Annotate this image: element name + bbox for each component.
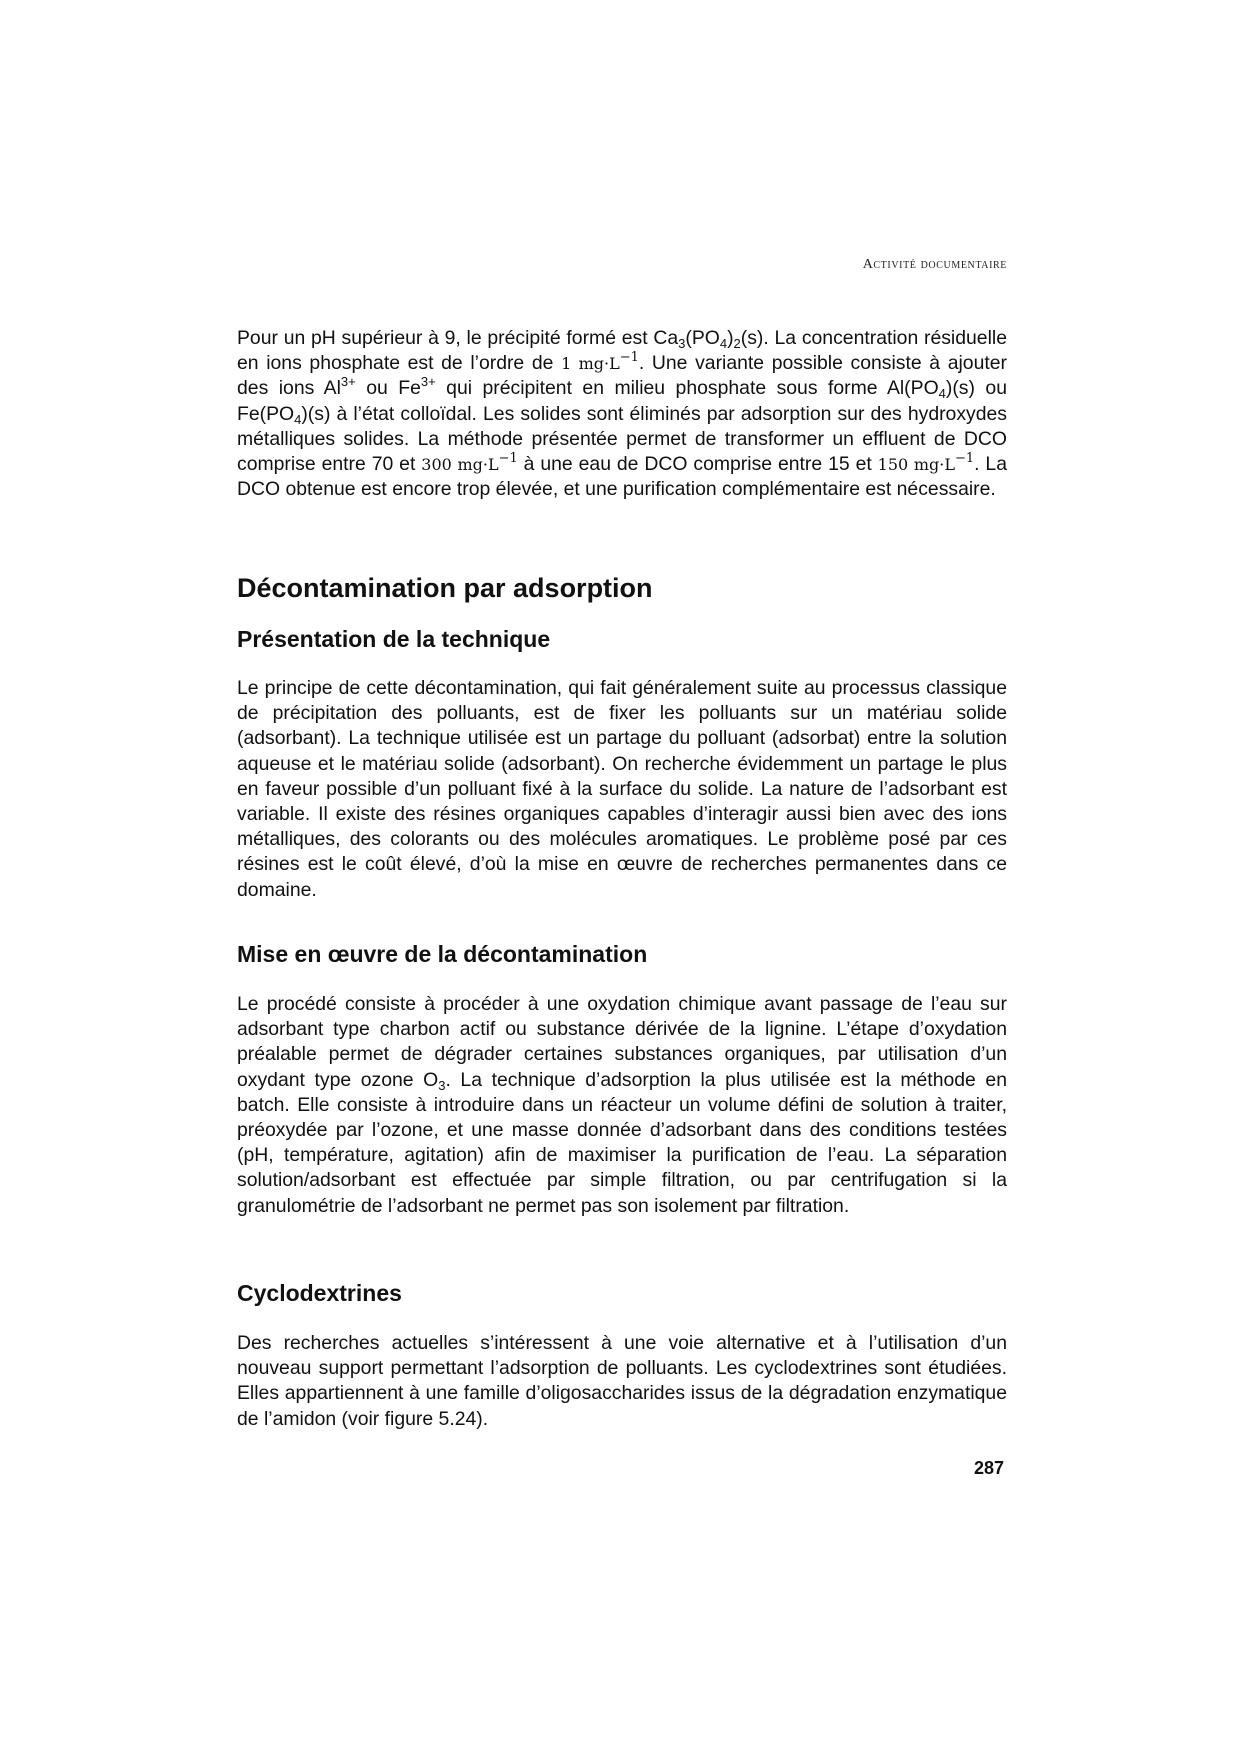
paragraph-text: Pour un pH supérieur à 9, le précipité formé est $Ca_3(PO_4)_2(s)$. La concentration résiduelle en ions phosphate est de l’ordre de 1 $mg\cdot L^{-1}$. Une variante possible consiste à ajouter des ions $Al^{3+}$ ou $Fe^{3+}$ qui précipitent en milieu phosphate sous forme $Al(PO_4)(s)$ ou $Fe(PO_4)(s)$ à l’état colloïdal. Les solides sont éliminés par adsorption sur des hydroxydes métalliques solides. La méthode présentée permet de transformer un effluent de DCO comprise entre 70 et 300 $mg\cdot L^{-1}$ à une eau de DCO comprise entre 15 et 150 $mg\cdot L^{-1}$. La DCO obtenue est encore trop élevée, et une purification complémentaire est nécessaire. [237, 327, 1007, 501]
paragraph-presentation [237, 676, 1007, 903]
subsection-title-cyclodextrines: Cyclodextrines [237, 1280, 402, 1306]
paragraph-text: Le principe de cette décontamination, qui fait généralement suite au processus classique de précipitation des polluants, est de fixer les polluants sur un matériau solide (adsorbant). La technique utilisée est un partage du polluant (adsorbat) entre la solution aqueuse et le matériau solide (adsorbant). On recherche évidemment un partage le plus en faveur possible d’un polluant fixé à la surface du solide. La nature de l’adsorbant est variable. Il existe des résines organiques capables d’interagir aussi bien avec des ions métalliques, des colorants ou des molécules aromatiques. Le problème posé par ces résines est le coût élevé, d’où la mise en œuvre de recherches permanentes dans ce domaine. [237, 677, 1007, 901]
paragraph-mise-en-oeuvre [237, 992, 1007, 1219]
subsection-title-presentation: Présentation de la technique [237, 626, 551, 652]
running-head: Activité documentaire [862, 257, 1007, 272]
subsection-title-mise-en-oeuvre: Mise en œuvre de la décontamination [237, 941, 648, 967]
page-number: 287 [973, 1458, 1004, 1478]
section-title: Décontamination par adsorption [237, 573, 653, 603]
paragraph-text: Des recherches actuelles s’intéressent à une voie alternative et à l’utilisation d’un nouveau support permettant l’adsorption de polluants. Les cyclodextrines sont étudiées. Elles appartiennent à une famille d’oligosaccharides issus de la dégradation enzymatique de l’amidon (voir figure 5.24). [237, 1332, 1007, 1430]
paragraph-cyclodextrines [237, 1331, 1007, 1432]
paragraph-precipitation [237, 326, 1007, 502]
paragraph-text: Le procédé consiste à procéder à une oxydation chimique avant passage de l’eau sur adsorbant type charbon actif ou substance dérivée de la lignine. L’étape d’oxydation préalable permet de dégrader certaines substances organiques, par utilisation d’un oxydant type ozone $O_3$. La technique d’adsorption la plus utilisée est la méthode en batch. Elle consiste à introduire dans un réacteur un volume défini de solution à traiter, préoxydée par l’ozone, et une masse donnée d’adsorbant dans des conditions testées (pH, température, agitation) afin de maximiser la purification de l’eau. La séparation solution/adsorbant est effectuée par simple filtration, ou par centrifugation si la granulométrie de l’adsorbant ne permet pas son isolement par filtration. [237, 993, 1007, 1217]
